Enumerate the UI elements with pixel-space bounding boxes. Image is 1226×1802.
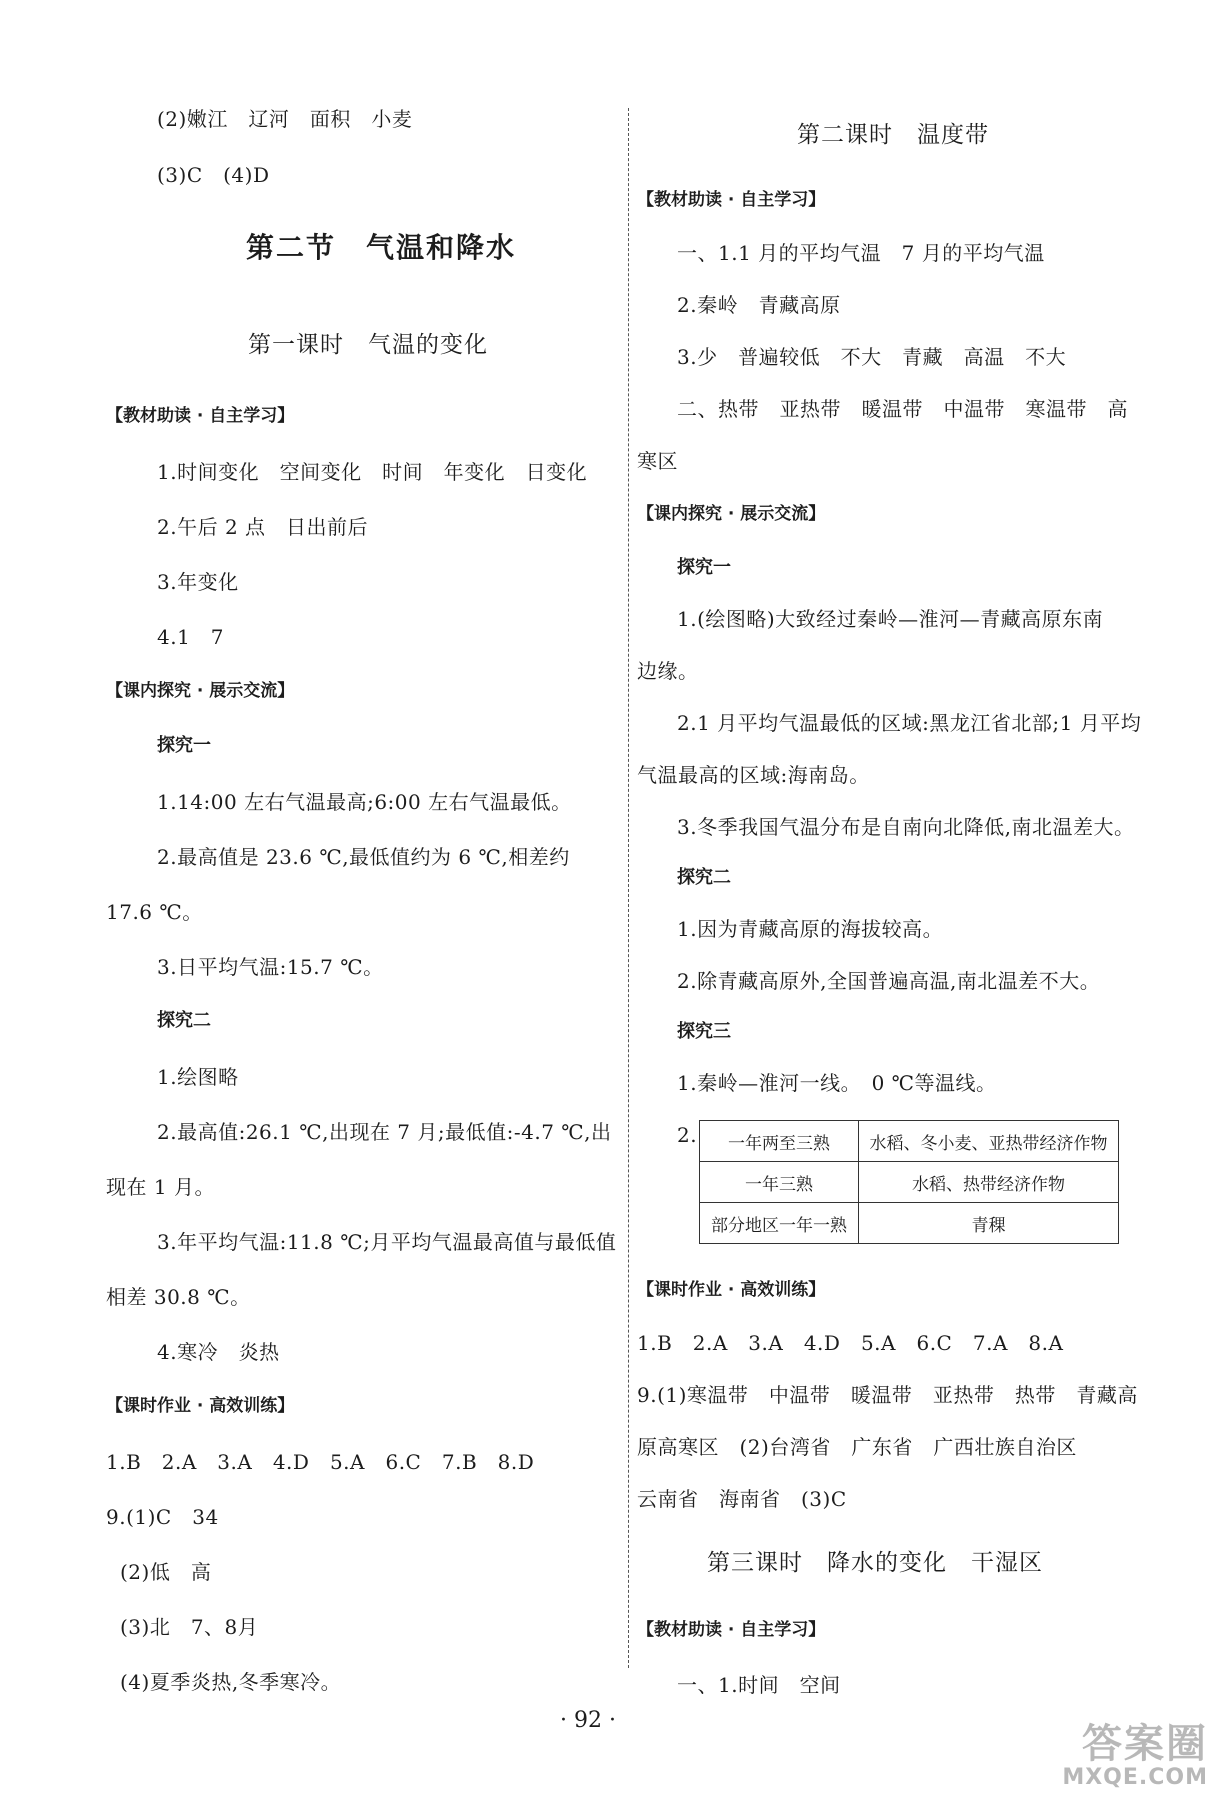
answer-line: (4)夏季炎热,冬季寒冷。: [120, 1670, 342, 1694]
explore-label: 探究三: [677, 1021, 731, 1042]
answer-line: 2.: [677, 1123, 698, 1147]
answer-line: 4.1 7: [157, 625, 225, 649]
answer-line: 2.最高值是 23.6 ℃,最低值约为 6 ℃,相差约: [157, 845, 570, 869]
heading-self-study: 【教材助读 · 自主学习】: [106, 406, 295, 426]
answer-line: 3.冬季我国气温分布是自南向北降低,南北温差大。: [677, 815, 1135, 839]
answer-line: 3.少 普遍较低 不大 青藏 高温 不大: [677, 345, 1067, 369]
answer-line: 一、1.时间 空间: [677, 1673, 841, 1697]
lesson-title: 第二课时 温度带: [797, 122, 989, 148]
answer-line: 云南省 海南省 (3)C: [637, 1487, 847, 1511]
explore-label: 探究一: [677, 557, 731, 578]
crop-table: [699, 1120, 1119, 1244]
answer-line: 9.(1)C 34: [106, 1505, 219, 1529]
answer-line: 2.秦岭 青藏高原: [677, 293, 841, 317]
answer-line: 2.除青藏高原外,全国普遍高温,南北温差不大。: [677, 969, 1101, 993]
answer-line: 相差 30.8 ℃。: [106, 1285, 251, 1309]
explore-label: 探究二: [157, 1010, 211, 1031]
table-cell: 水稻、热带经济作物: [859, 1162, 1119, 1203]
heading-explore: 【课内探究 · 展示交流】: [106, 681, 295, 701]
answer-line: 2.1 月平均气温最低的区域:黑龙江省北部;1 月平均: [677, 711, 1142, 735]
watermark: [1062, 1722, 1208, 1790]
lesson-title: 第三课时 降水的变化 干湿区: [707, 1550, 1043, 1576]
answer-line: 1.因为青藏高原的海拔较高。: [677, 917, 944, 941]
answer-line: 1.(绘图略)大致经过秦岭—淮河—青藏高原东南: [677, 607, 1104, 631]
table-cell: 一年两至三熟: [700, 1121, 859, 1162]
heading-homework: 【课时作业 · 高效训练】: [106, 1396, 295, 1416]
column-divider: [628, 108, 629, 1668]
watermark-site: MXQE.COM: [1062, 1765, 1208, 1790]
table-row: [700, 1121, 1119, 1162]
answer-line: 9.(1)寒温带 中温带 暖温带 亚热带 热带 青藏高: [637, 1383, 1138, 1407]
explore-label: 探究二: [677, 867, 731, 888]
answer-line: (3)C (4)D: [157, 163, 270, 187]
answer-line: 1.14:00 左右气温最高;6:00 左右气温最低。: [157, 790, 572, 814]
answer-line: 1.时间变化 空间变化 时间 年变化 日变化: [157, 460, 588, 484]
answer-line: 边缘。: [637, 659, 699, 683]
answer-line: (3)北 7、8月: [120, 1615, 259, 1639]
answer-line: 寒区: [637, 449, 678, 473]
table-cell: 一年三熟: [700, 1162, 859, 1203]
explore-label: 探究一: [157, 735, 211, 756]
answer-line: 3.年平均气温:11.8 ℃;月平均气温最高值与最低值: [157, 1230, 617, 1254]
table-row: [700, 1203, 1119, 1244]
answer-line: 2.午后 2 点 日出前后: [157, 515, 369, 539]
answer-line: 二、热带 亚热带 暖温带 中温带 寒温带 高: [677, 397, 1128, 421]
heading-self-study: 【教材助读 · 自主学习】: [637, 1620, 826, 1640]
answer-line: 2.最高值:26.1 ℃,出现在 7 月;最低值:-4.7 ℃,出: [157, 1120, 612, 1144]
answer-line: 3.日平均气温:15.7 ℃。: [157, 955, 384, 979]
answer-line: 一、1.1 月的平均气温 7 月的平均气温: [677, 241, 1045, 265]
table-cell: 水稻、冬小麦、亚热带经济作物: [859, 1121, 1119, 1162]
answer-line: 17.6 ℃。: [106, 900, 203, 924]
answer-line: 1.B 2.A 3.A 4.D 5.A 6.C 7.A 8.A: [637, 1331, 1064, 1355]
page-number: · 92 ·: [560, 1708, 616, 1733]
answer-line: 3.年变化: [157, 570, 239, 594]
answer-line: (2)嫩江 辽河 面积 小麦: [157, 107, 413, 131]
table-row: [700, 1162, 1119, 1203]
heading-explore: 【课内探究 · 展示交流】: [637, 504, 826, 524]
answer-line: 1.B 2.A 3.A 4.D 5.A 6.C 7.B 8.D: [106, 1450, 535, 1474]
table-cell: 部分地区一年一熟: [700, 1203, 859, 1244]
answer-line: 原高寒区 (2)台湾省 广东省 广西壮族自治区: [637, 1435, 1077, 1459]
answer-line: 1.秦岭—淮河一线。 0 ℃等温线。: [677, 1071, 997, 1095]
answer-line: 4.寒冷 炎热: [157, 1340, 280, 1364]
answer-line: 现在 1 月。: [106, 1175, 215, 1199]
answer-line: 气温最高的区域:海南岛。: [637, 763, 870, 787]
watermark-logo: 答案圈: [1082, 1721, 1208, 1767]
section-title: 第二节 气温和降水: [246, 231, 517, 264]
lesson-title: 第一课时 气温的变化: [248, 332, 488, 358]
table-cell: 青稞: [859, 1203, 1119, 1244]
heading-self-study: 【教材助读 · 自主学习】: [637, 190, 826, 210]
heading-homework: 【课时作业 · 高效训练】: [637, 1280, 826, 1300]
answer-line: 1.绘图略: [157, 1065, 239, 1089]
answer-line: (2)低 高: [120, 1560, 212, 1584]
